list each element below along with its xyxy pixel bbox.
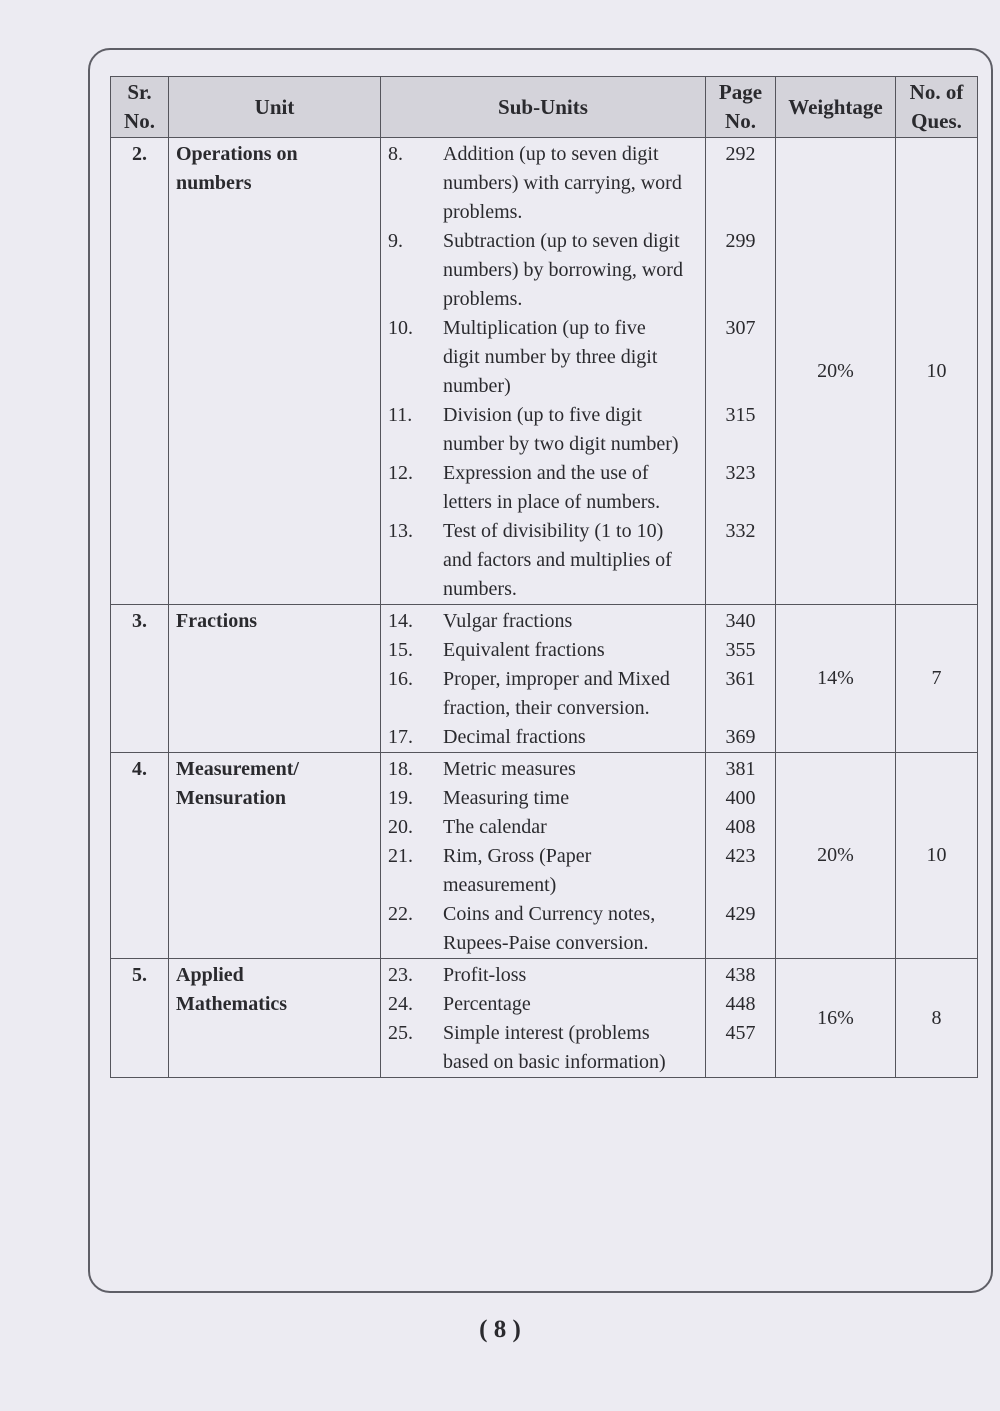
sub-unit-item: [381, 314, 705, 401]
sub-unit-item: [381, 784, 705, 813]
sub-unit-number: 8.: [388, 143, 403, 165]
sub-unit-title: Expression and the use of letters in place of numbers.: [443, 462, 661, 513]
unit-cell: [169, 959, 381, 1078]
sub-unit-number: 12.: [388, 462, 413, 484]
sr-no-cell: 5.: [111, 959, 169, 1078]
sr-no-cell: 4.: [111, 753, 169, 959]
page-number-value: 381: [725, 758, 756, 780]
page-number-value: 429: [725, 903, 756, 925]
sub-unit-item: [381, 755, 705, 784]
weightage-cell: 14%: [776, 605, 896, 753]
page-number: ( 8 ): [479, 1316, 521, 1343]
sub-unit-title: Rim, Gross (Paper measurement): [443, 845, 592, 896]
sub-unit-title: Measuring time: [443, 787, 570, 809]
sub-unit-title: Division (up to five digit number by two digit number): [443, 404, 679, 455]
sub-unit-item: [381, 459, 705, 517]
sub-unit-number: 19.: [388, 787, 413, 809]
sub-unit-item: [381, 1019, 705, 1077]
sub-unit-item: [381, 842, 705, 900]
sub-unit-number: 24.: [388, 993, 413, 1015]
sr-no-cell: 3.: [111, 605, 169, 753]
page-no-cell: [706, 605, 776, 753]
table-row: [111, 138, 978, 605]
sub-unit-number: 20.: [388, 816, 413, 838]
header-sr-no: Sr. No.: [111, 77, 169, 138]
sub-units-cell: [381, 959, 706, 1078]
syllabus-table: [110, 76, 978, 1078]
sub-unit-title: Percentage: [443, 993, 531, 1015]
sub-unit-item: [381, 140, 705, 227]
page-number-value: 315: [725, 404, 756, 426]
sub-unit-title: Addition (up to seven digit numbers) with carrying, word problems.: [443, 143, 682, 223]
unit-cell: [169, 605, 381, 753]
sub-unit-number: 25.: [388, 1022, 413, 1044]
page-number-value: 369: [725, 726, 756, 748]
sub-units-cell: [381, 138, 706, 605]
sub-unit-title: Proper, improper and Mixed fraction, their conversion.: [443, 668, 670, 719]
weightage-cell: 16%: [776, 959, 896, 1078]
weightage-cell: 20%: [776, 138, 896, 605]
sub-unit-item: [381, 813, 705, 842]
sub-unit-title: Simple interest (problems based on basic information): [443, 1022, 666, 1073]
page-no-cell: [706, 753, 776, 959]
sub-unit-item: [381, 607, 705, 636]
page-number-value: 340: [725, 610, 756, 632]
sub-unit-item: [381, 961, 705, 990]
sub-unit-number: 11.: [388, 404, 413, 426]
page-number-value: 400: [725, 787, 756, 809]
page-no-cell: [706, 959, 776, 1078]
header-row: [111, 77, 978, 138]
page-number-value: 292: [725, 143, 756, 165]
sub-unit-title: Metric measures: [443, 758, 576, 780]
header-weightage: Weightage: [776, 77, 896, 138]
page-number-value: 307: [725, 317, 756, 339]
page-number-value: 423: [725, 845, 756, 867]
sub-unit-title: Decimal fractions: [443, 726, 586, 748]
sub-unit-item: [381, 401, 705, 459]
page-number-value: 332: [725, 520, 756, 542]
table-row: [111, 605, 978, 753]
page-number-value: 448: [725, 993, 756, 1015]
sub-unit-number: 16.: [388, 668, 413, 690]
page-number-value: 457: [725, 1022, 756, 1044]
sub-unit-number: 9.: [388, 230, 403, 252]
sub-unit-item: [381, 900, 705, 958]
sub-unit-number: 23.: [388, 964, 413, 986]
sub-unit-number: 15.: [388, 639, 413, 661]
sub-unit-number: 10.: [388, 317, 413, 339]
sub-unit-number: 21.: [388, 845, 413, 867]
table-row: [111, 753, 978, 959]
sub-unit-title: Coins and Currency notes, Rupees-Paise conversion.: [443, 903, 656, 954]
unit-name: Fractions: [176, 610, 258, 632]
sub-unit-title: Test of divisibility (1 to 10) and factors and multiplies of numbers.: [443, 520, 672, 600]
header-page-no: Page No.: [706, 77, 776, 138]
sub-unit-title: Equivalent fractions: [443, 639, 605, 661]
page-number-value: 323: [725, 462, 756, 484]
sub-unit-number: 17.: [388, 726, 413, 748]
page-number-value: 361: [725, 668, 756, 690]
header-sub-units: Sub-Units: [381, 77, 706, 138]
no-of-ques-cell: 10: [896, 138, 978, 605]
header-no-of-ques: No. of Ques.: [896, 77, 978, 138]
no-of-ques-cell: 10: [896, 753, 978, 959]
sub-unit-title: Subtraction (up to seven digit numbers) by borrowing, word problems.: [443, 230, 683, 310]
page-number-value: 408: [725, 816, 756, 838]
weightage-cell: 20%: [776, 753, 896, 959]
sub-unit-number: 18.: [388, 758, 413, 780]
sub-unit-item: [381, 517, 705, 604]
sub-unit-title: Multiplication (up to five digit number by three digit number): [443, 317, 658, 397]
unit-name: Measurement/ Mensuration: [176, 758, 299, 809]
page-number-value: 355: [725, 639, 756, 661]
sub-unit-number: 13.: [388, 520, 413, 542]
no-of-ques-cell: 7: [896, 605, 978, 753]
sub-unit-item: [381, 723, 705, 752]
unit-cell: [169, 138, 381, 605]
unit-name: Operations on numbers: [176, 143, 298, 194]
sub-unit-title: Vulgar fractions: [443, 610, 573, 632]
sub-unit-item: [381, 227, 705, 314]
sub-unit-number: 22.: [388, 903, 413, 925]
sub-unit-item: [381, 636, 705, 665]
no-of-ques-cell: 8: [896, 959, 978, 1078]
sub-unit-item: [381, 990, 705, 1019]
sub-unit-number: 14.: [388, 610, 413, 632]
sub-unit-item: [381, 665, 705, 723]
sr-no-cell: 2.: [111, 138, 169, 605]
header-unit: Unit: [169, 77, 381, 138]
page-number-value: 438: [725, 964, 756, 986]
unit-name: Applied Mathematics: [176, 964, 288, 1015]
sub-units-cell: [381, 753, 706, 959]
table-row: [111, 959, 978, 1078]
page-no-cell: [706, 138, 776, 605]
page-number-value: 299: [725, 230, 756, 252]
sub-unit-title: Profit-loss: [443, 964, 527, 986]
unit-cell: [169, 753, 381, 959]
sub-units-cell: [381, 605, 706, 753]
sub-unit-title: The calendar: [443, 816, 547, 838]
